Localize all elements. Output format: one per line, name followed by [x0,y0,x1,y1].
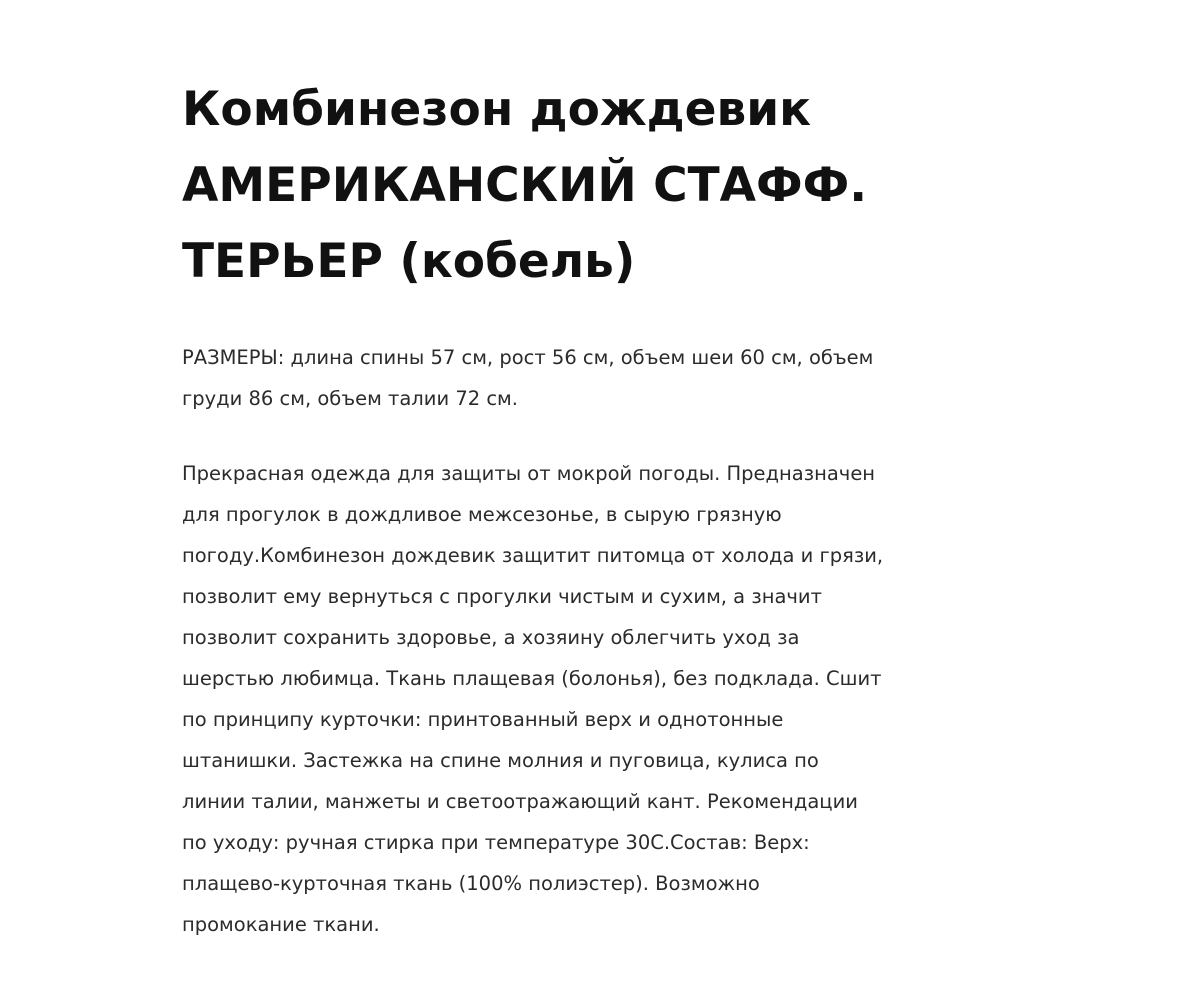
description-line: позволит ему вернуться с прогулки чистым и сухим, а значит [182,585,822,608]
sizes-line: груди 86 см, объем талии 72 см. [182,387,518,410]
description-line: плащево-курточная ткань (100% полиэстер). Возможно [182,872,760,895]
product-description-section [182,72,1032,945]
description-line: по уходу: ручная стирка при температуре 30С.Состав: Верх: [182,831,810,854]
product-title [182,72,1032,300]
product-description [182,453,1032,945]
description-line: позволит сохранить здоровье, а хозяину облегчить уход за [182,626,800,649]
product-title-line: АМЕРИКАНСКИЙ СТАФФ. [182,158,868,213]
description-line: погоду.Комбинезон дождевик защитит питомца от холода и грязи, [182,544,884,567]
description-line: для прогулок в дождливое межсезонье, в сырую грязную [182,503,782,526]
product-title-line: Комбинезон дождевик [182,82,812,137]
product-sizes [182,337,1032,419]
product-title-line: ТЕРЬЕР (кобель) [182,234,636,289]
description-line: по принципу курточки: принтованный верх и однотонные [182,708,784,731]
sizes-line: РАЗМЕРЫ: длина спины 57 см, рост 56 см, объем шеи 60 см, объем [182,346,874,369]
description-line: Прекрасная одежда для защиты от мокрой погоды. Предназначен [182,462,876,485]
description-line: шерстью любимца. Ткань плащевая (болонья), без подклада. Сшит [182,667,882,690]
description-line: линии талии, манжеты и светоотражающий кант. Рекомендации [182,790,858,813]
description-line: промокание ткани. [182,913,380,936]
description-line: штанишки. Застежка на спине молния и пуговица, кулиса по [182,749,819,772]
